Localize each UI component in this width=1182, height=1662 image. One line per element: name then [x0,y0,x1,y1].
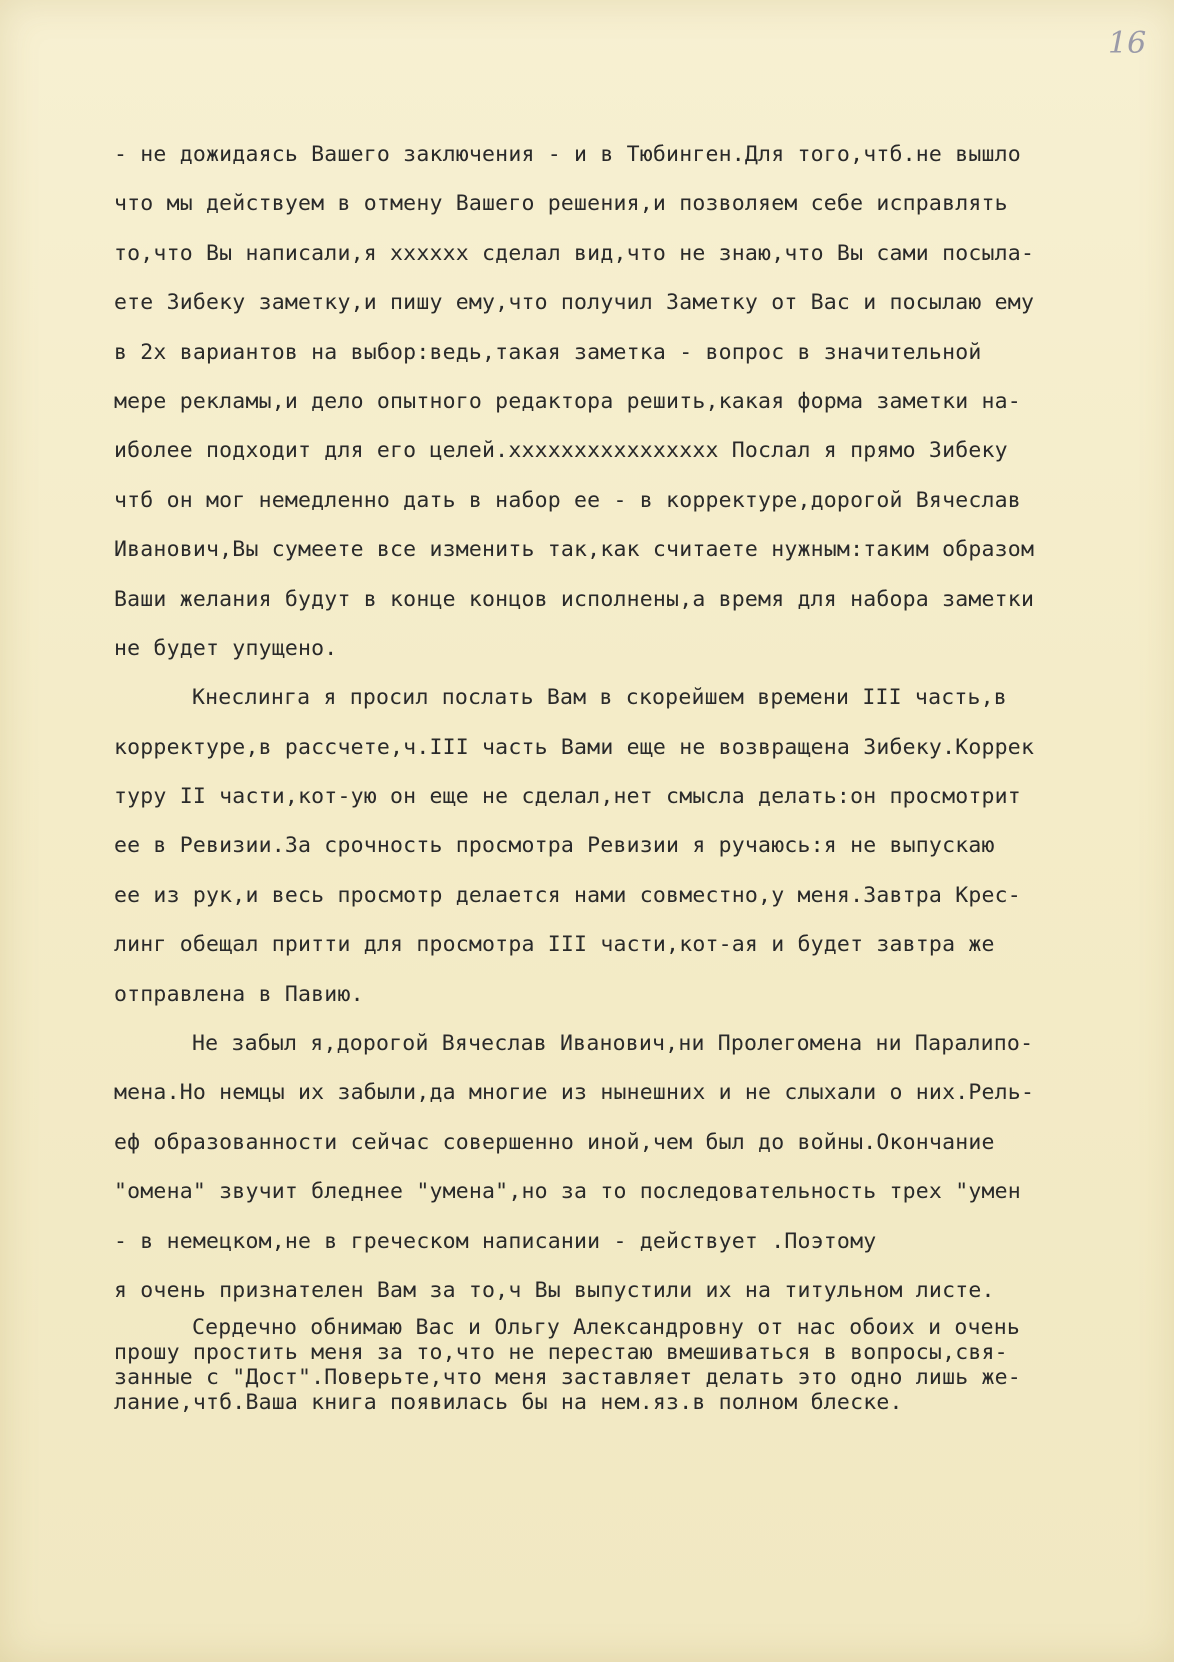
text-line: ее из рук,и весь просмотр делается нами совместно,у меня.Завтра Крес- [114,882,1021,908]
letter-body [114,130,1154,1315]
text-line: туру II части,кот-ую он еще не сделал,нет смысла делать:он просмотрит [114,784,1021,810]
text-line: чтб он мог немедленно дать в набор ее - в корректуре,дорогой Вячеслав [114,487,1021,513]
text-line: занные с "Дост".Поверьте,что меня заставляет делать это одно лишь же- [114,1365,1021,1390]
text-line: Сердечно обнимаю Вас и Ольгу Александровну от нас обоих и очень [192,1315,1021,1340]
text-line: что мы действуем в отмену Вашего решения,и позволяем себе исправлять [114,191,1008,217]
text-line: ете Зибеку заметку,и пишу ему,что получил Заметку от Вас и посылаю ему [114,290,1035,316]
page-number: 16 [1108,26,1147,61]
text-line: корректуре,в рассчете,ч.III часть Вами еще не возвращена Зибеку.Коррек [114,734,1035,760]
text-line: ее в Ревизии.За срочность просмотра Ревизии я ручаюсь:я не выпускаю [114,833,995,859]
text-line: не будет упущено. [114,635,338,661]
page-margin [1174,0,1182,1662]
text-line: - в немецком,не в греческом написании - действует .Поэтому [114,1228,877,1254]
text-line: - не дожидаясь Вашего заключения - и в Тюбинген.Для того,чтб.не вышло [114,142,1021,167]
text-line: Ваши желания будут в конце концов исполнены,а время для набора заметки [114,586,1035,612]
text-line: мена.Но немцы их забыли,да многие из нынешних и не слыхали о них.Рель- [114,1080,1035,1106]
text-line: "омена" звучит бледнее "умена",но за то последовательность трех "умен [114,1179,1021,1205]
letter-closing [114,1315,1154,1415]
text-line: то,что Вы написали,я xxxxxx сделал вид,что не знаю,что Вы сами посыла- [114,240,1035,266]
text-line: лание,чтб.Ваша книга появилась бы на нем.яз.в полном блеске. [114,1390,903,1415]
text-line: иболее подходит для его целей.xxxxxxxxxxxxxxxx Послал я прямо Зибеку [114,438,1008,464]
text-line: Иванович,Вы сумеете все изменить так,как считаете нужным:таким образом [114,537,1035,563]
text-line: еф образованности сейчас совершенно иной,чем был до войны.Окончание [114,1129,995,1155]
text-line: Кнеслинга я просил послать Вам в скорейшем времени III часть,в [192,685,1007,711]
text-line: Не забыл я,дорогой Вячеслав Иванович,ни Пролегомена ни Паралипо- [192,1031,1034,1057]
text-line: в 2х вариантов на выбор:ведь,такая заметка - вопрос в значительной [114,339,982,365]
text-line: мере рекламы,и дело опытного редактора решить,какая форма заметки на- [114,388,1021,414]
text-line: линг обещал притти для просмотра III части,кот-ая и будет завтра же [114,932,995,958]
text-line: прошу простить меня за то,что не перестаю вмешиваться в вопросы,свя- [114,1340,1008,1365]
text-line: отправлена в Павию. [114,981,364,1007]
text-line: я очень признателен Вам за то,ч Вы выпустили их на титульном листе. [114,1277,995,1303]
